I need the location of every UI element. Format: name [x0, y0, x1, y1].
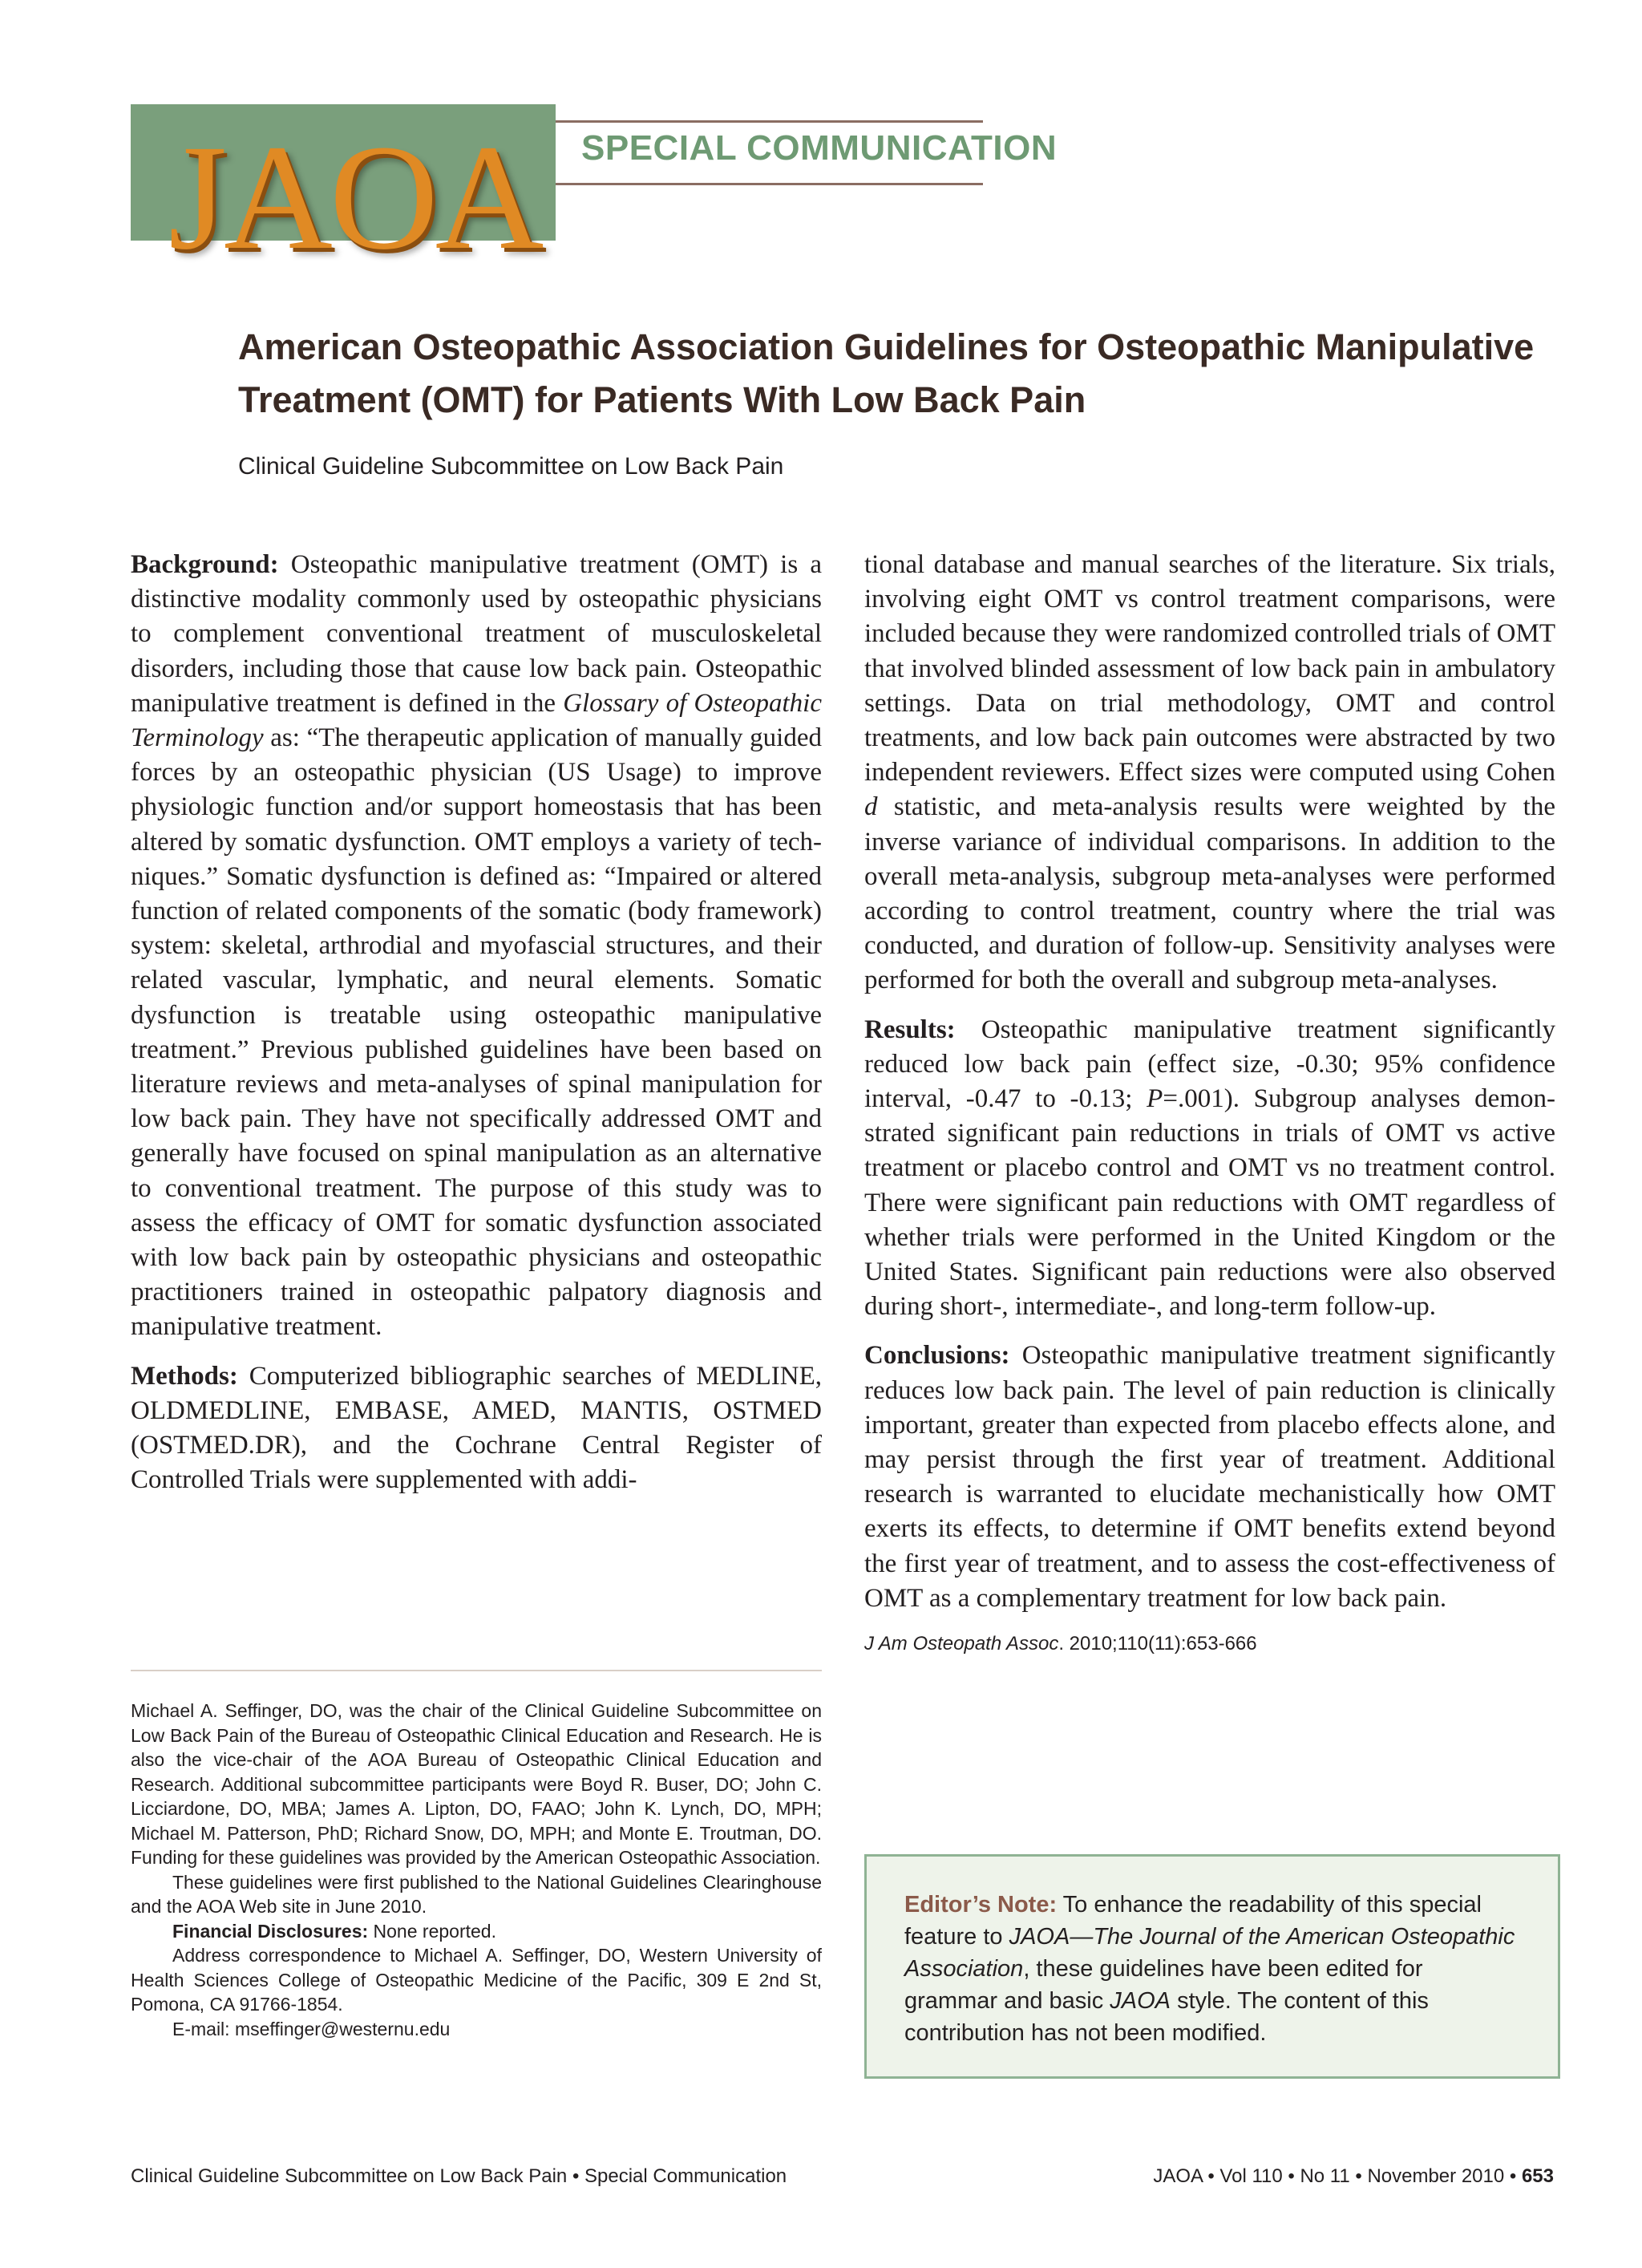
footnote-email: E-mail: mseffinger@westernu.edu — [172, 2018, 451, 2039]
editor-note-text: To enhance the readability of this special feature to — [904, 1892, 1482, 1950]
section-label: SPECIAL COMMUNICATION — [581, 128, 1058, 168]
journal-abbrev: JAOA — [1110, 1988, 1171, 2014]
results-text: Osteopathic manipulative treatment significantly reduced low back pain (effect size, -0.30; 95% confidence interval, -0.47 to -0.13; — [864, 1015, 1555, 1114]
results-label: Results: — [864, 1015, 956, 1044]
footnote-publication: These guidelines were first published to the National Guidelines Clearinghouse and the AOA Web site in June 2010. — [131, 1871, 822, 1917]
section-rule-bottom — [556, 183, 983, 185]
article-citation — [864, 1630, 1555, 1658]
abstract-results — [864, 1013, 1555, 1325]
methods-text-continued: tional database and manual searches of the literature. Six trials, involving eight OMT vs control treatment comparisons, were included because they were randomized controlled trials of OMT that involved blinded assessment of low back pain in ambulatory settings. Data on trial methodology, OMT and control treatments, and low back pain outcomes were abstracted by two independent reviewers. Effect sizes were computed using Cohen d statistic, and meta-analysis results were weighted by the inverse variance of individual comparisons. In addition to the overall meta-analysis, subgroup meta-analyses were performed according to control treatment, country where the trial was conducted, and duration of follow-up. Sensitivity analyses were performed for both the overall and subgroup meta-analyses. — [864, 550, 1555, 995]
editor-note-text-cont: , these guidelines have been edited for grammar and basic — [904, 1956, 1423, 2014]
page-number: 653 — [1521, 2165, 1554, 2187]
journal-full-name: JAOA—The Journal of the American Osteopathic Association — [904, 1924, 1515, 1982]
journal-logo: JAOA — [168, 113, 541, 281]
methods-label: Methods: — [131, 1361, 238, 1391]
abstract-methods-continued — [864, 548, 1555, 998]
methods-text: Computerized bibliographic searches of MEDLINE, OLDMEDLINE, EMBASE, AMED, MANTIS, OSTMED (OSTMED.DR), and the Cochrane Central Register of Controlled Trials were supplemented with addi- — [131, 1361, 822, 1495]
editor-note-box — [864, 1854, 1560, 2079]
article-byline: Clinical Guideline Subcommittee on Low Back Pain — [238, 453, 784, 480]
background-label: Background: — [131, 550, 279, 579]
disclosure-text: None reported. — [368, 1920, 496, 1942]
footnote-address: Address correspondence to Michael A. Seffinger, DO, Western University of Health Sciences College of Osteopathic Medicine of the Pacific, 309 E 2nd St, Pomona, CA 91766-1854. — [131, 1945, 822, 2015]
section-rule-top — [556, 120, 983, 123]
abstract-conclusions — [864, 1339, 1555, 1616]
abstract-background — [131, 548, 822, 1345]
editor-note-text-end: style. The content of this contribution has not been modified. — [904, 1988, 1429, 2046]
conclusions-text: Osteopathic manipulative treatment significantly reduces low back pain. The level of pain reduction is clinically important, greater than expected from placebo effects alone, and may persist through the first year of treatment. Additional research is warranted to elucidate mechanistically how OMT exerts its effects, to determine if OMT benefits extend beyond the first year of treatment, and to assess the cost-effectiveness of OMT as a complementary treatment for low back pain. — [864, 1341, 1555, 1613]
abstract-methods — [131, 1359, 822, 1498]
glossary-title: Glossary of Osteopathic Terminology — [131, 688, 822, 753]
p-value-symbol: P — [1147, 1084, 1163, 1114]
cohen-d-symbol: d — [864, 792, 878, 822]
article-title: American Osteopathic Association Guidelines for Osteopathic Manipulative Treatment (OMT) for Patients With Low Back Pain — [238, 326, 1535, 420]
abstract-column-right — [864, 548, 1555, 1658]
background-text: Osteopathic manipulative treatment (OMT) is a distinctive modality commonly used by osteopathic physicians to complement conventional treatment of musculoskeletal disorders, including those that cause low back pain. Osteopathic manipulative treatment is defined in the — [131, 550, 822, 718]
footer-running-title: Clinical Guideline Subcommittee on Low Back Pain • Special Communication — [131, 2165, 787, 2187]
footnote-divider — [131, 1670, 822, 1671]
author-footnote — [131, 1699, 822, 2041]
citation-journal: J Am Osteopath Assoc — [864, 1633, 1059, 1655]
footer-issue: JAOA • Vol 110 • No 11 • November 2010 • — [1153, 2165, 1522, 2187]
abstract-column-left — [131, 548, 822, 1512]
footnote-disclosures — [131, 1919, 822, 1944]
editor-note-label: Editor’s Note: — [904, 1892, 1058, 1918]
conclusions-label: Conclusions: — [864, 1341, 1010, 1371]
disclosure-label: Financial Disclosures: — [172, 1920, 369, 1942]
footnote-authors: Michael A. Seffinger, DO, was the chair of the Clinical Guideline Subcommittee on Low Back Pain of the Bureau of Osteopathic Clinical Education and Research. He is also the vice-chair of the AOA Bureau of Osteopathic Clinical Education and Research. Additional subcommittee participants were Boyd R. Buser, DO; John C. Licciardone, DO, MBA; James A. Lipton, DO, FAAO; John K. Lynch, DO, MPH; Michael M. Patterson, PhD; Richard Snow, DO, MPH; and Monte E. Troutman, DO. Funding for these guidelines was provided by the American Osteopathic Association. — [131, 1700, 822, 1868]
footer-journal-info — [1153, 2165, 1554, 2188]
results-text-cont: =.001). Subgroup analyses demonstrated significant pain reductions in trials of OMT vs active treatment or placebo control and OMT vs no treatment control. There were significant pain reductions with OMT regardless of whether trials were performed in the United Kingdom or the United States. Significant pain reductions were also observed during short-, intermediate-, and long-term follow-up. — [864, 1084, 1555, 1322]
background-text-cont: as: “The therapeutic application of manually guided forces by an osteopathic physician (US Usage) to improve physiologic function and/or support homeostasis that has been altered by somatic dysfunction. OMT employs a variety of techniques.” Somatic dysfunction is defined as: “Impaired or altered function of related components of the somatic (body framework) system: skeletal, arthrodial and myofascial structures, and their related vascular, lymphatic, and neural elements. Somatic dysfunction is treatable using osteopathic manipulative treatment.” Previous published guidelines have been based on literature reviews and meta-analyses of spinal manipulation for low back pain. They have not specifically addressed OMT and generally have focused on spinal manipulation as an alternative to conventional treatment. The purpose of this study was to assess the efficacy of OMT for somatic dysfunction associated with low back pain by osteopathic physicians and osteopathic practitioners trained in osteopathic palpatory diagnosis and manipulative treatment. — [131, 723, 822, 1342]
citation-details: . 2010;110(11):653-666 — [1058, 1633, 1257, 1655]
